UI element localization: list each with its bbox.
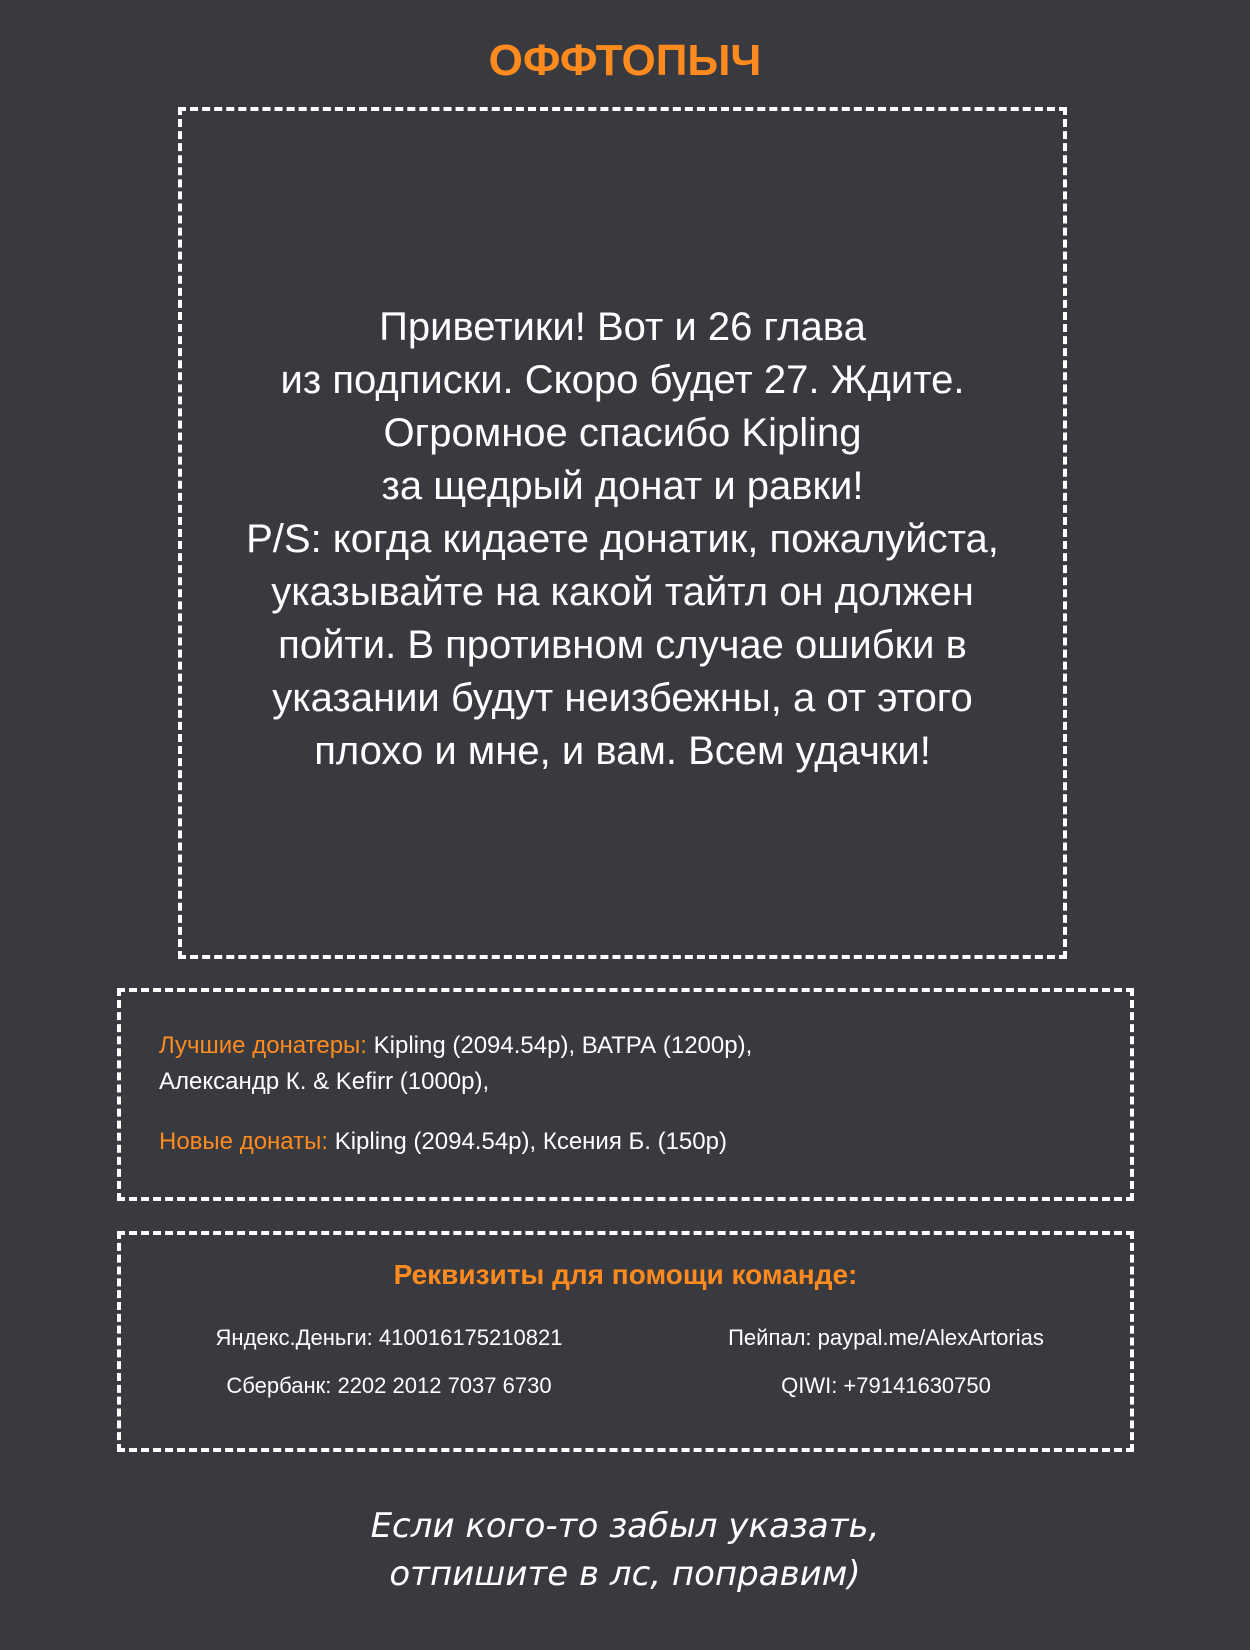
- message-line: указании будут неизбежны, а от этого: [272, 676, 973, 720]
- new-donations-row: [159, 1124, 752, 1160]
- message-line: пойти. В противном случае ошибки в: [278, 623, 967, 667]
- requisites-box: [117, 1231, 1134, 1452]
- message-line: Огромное спасибо Kipling: [383, 411, 862, 455]
- message-line: указывайте на какой тайтл он должен: [271, 570, 974, 614]
- announcement-message: [182, 301, 1063, 778]
- new-donations-label: Новые донаты:: [159, 1128, 329, 1155]
- announcement-box: [178, 107, 1067, 959]
- best-donors-label: Лучшие донатеры:: [159, 1032, 367, 1059]
- best-donors-row-continued: Александр К. & Kefirr (1000р),: [159, 1068, 490, 1095]
- donors-list: [159, 1028, 752, 1160]
- handwritten-footer-note: [0, 1502, 1250, 1598]
- message-line: из подписки. Скоро будет 27. Ждите.: [280, 358, 965, 402]
- footer-line: Если кого-то забыл указать,: [370, 1506, 880, 1546]
- requisite-qiwi: QIWI: +79141630750: [781, 1373, 991, 1398]
- requisite-yandex-money: Яндекс.Деньги: 410016175210821: [215, 1325, 563, 1350]
- requisites-heading: Реквизиты для помощи команде:: [393, 1259, 858, 1290]
- requisite-sberbank: Сбербанк: 2202 2012 7037 6730: [226, 1373, 552, 1398]
- message-line: за щедрый донат и равки!: [381, 464, 864, 508]
- best-donors-row: [159, 1028, 752, 1064]
- donors-box: [117, 988, 1134, 1201]
- page-title: ОФФТОПЫЧ: [488, 36, 762, 85]
- new-donations-value: Kipling (2094.54р), Ксения Б. (150р): [328, 1128, 727, 1155]
- footer-line: отпишите в лс, поправим): [389, 1554, 861, 1594]
- requisite-paypal: Пейпал: paypal.me/AlexArtorias: [728, 1325, 1044, 1350]
- best-donors-value: Kipling (2094.54р), ВАТРА (1200р),: [366, 1032, 753, 1059]
- message-line: P/S: когда кидаете донатик, пожалуйста,: [246, 517, 999, 561]
- message-line: плохо и мне, и вам. Всем удачки!: [314, 729, 931, 773]
- message-line: Приветики! Вот и 26 глава: [379, 305, 866, 349]
